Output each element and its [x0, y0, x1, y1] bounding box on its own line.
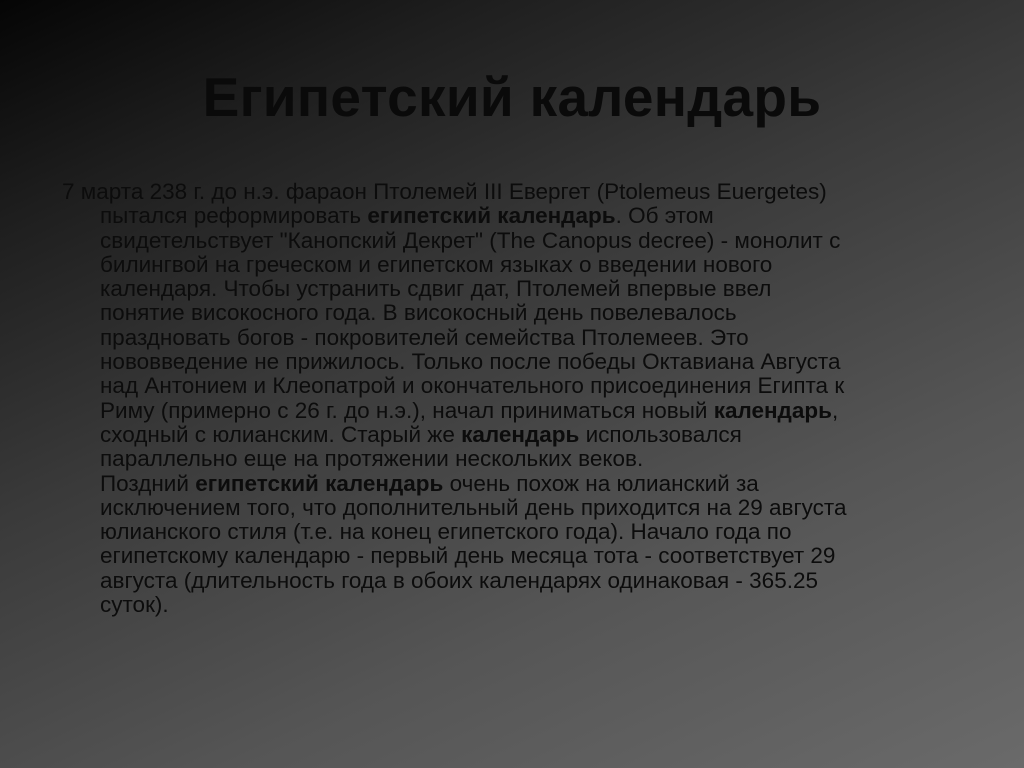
- text-line: нововведение не прижилось. Только после победы Октавиана Августа: [100, 349, 841, 375]
- text-line: понятие високосного года. В високосный день повелевалось: [100, 300, 737, 326]
- text-line: праздновать богов - покровителей семейства Птолемеев. Это: [100, 324, 749, 350]
- text-line: исключением того, что дополнительный день приходится на 29 августа: [100, 494, 847, 520]
- paragraph-late-calendar: [62, 472, 962, 618]
- text-line: календаря. Чтобы устранить сдвиг дат, Птолемей впервые ввел: [100, 276, 772, 302]
- text-line: Риму (примерно с 26 г. до н.э.), начал приниматься новый календарь,: [100, 397, 839, 423]
- text-line: параллельно еще на протяжении нескольких веков.: [100, 446, 644, 472]
- bold-term: египетский календарь: [367, 203, 616, 229]
- bold-term: календарь: [461, 421, 580, 447]
- text-line: суток).: [100, 592, 169, 618]
- slide-title: Египетский календарь: [202, 66, 822, 128]
- text-line: над Антонием и Клеопатрой и окончательного присоединения Египта к: [100, 373, 845, 399]
- bold-term: календарь: [713, 397, 832, 423]
- text-line: билингвой на греческом и египетском языках о введении нового: [100, 251, 773, 277]
- text-line: августа (длительность года в обоих календарях одинаковая - 365.25: [100, 567, 818, 593]
- text-line: сходный с юлианским. Старый же календарь использовался: [100, 421, 742, 447]
- bold-term: египетский календарь: [195, 470, 444, 496]
- text-line: 7 марта 238 г. до н.э. фараон Птолемей III Евергет (Ptolemeus Euergetes): [62, 179, 827, 204]
- text-line: египетскому календарю - первый день месяца тота - соответствует 29: [100, 543, 836, 569]
- text-line: пытался реформировать египетский календарь. Об этом: [100, 203, 714, 229]
- text-line: юлианского стиля (т.е. на конец египетского года). Начало года по: [100, 519, 792, 545]
- slide-body: [62, 180, 962, 617]
- paragraph-canopus-decree: [62, 180, 962, 472]
- text-line: свидетельствует "Канопский Декрет" (The Canopus decree) - монолит с: [100, 227, 841, 253]
- text-line: Поздний египетский календарь очень похож на юлианский за: [100, 470, 759, 496]
